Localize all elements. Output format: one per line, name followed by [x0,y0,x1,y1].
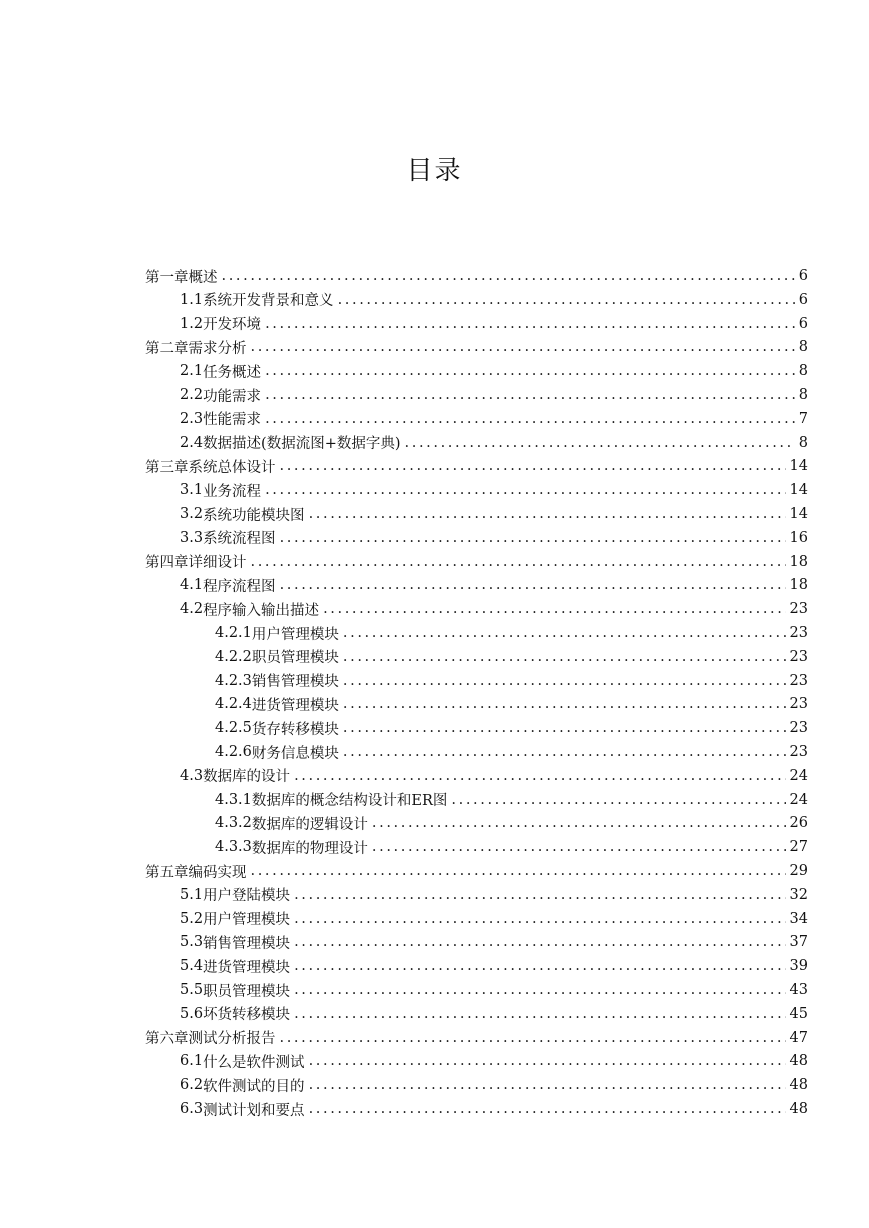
toc-section-entry[interactable] [180,359,808,383]
toc-entry-number: 4.3.2 [215,815,252,832]
toc-entry-label: 用户管理模块 [203,912,291,929]
toc-dot-leader [265,316,795,332]
toc-entry-label: 职员管理模块 [203,983,291,1000]
toc-page-number: 48 [789,1101,808,1117]
toc-section-entry[interactable] [180,1097,808,1121]
toc-chapter-entry[interactable] [145,264,808,288]
toc-section-entry[interactable] [180,526,808,550]
toc-subsection-entry[interactable] [215,716,808,740]
toc-page-number: 6 [798,315,808,332]
toc-dot-leader [451,792,785,808]
toc-chapter-entry[interactable] [145,1026,808,1050]
toc-dot-leader [343,673,786,689]
toc-entry-label: 测试计划和要点 [203,1102,305,1119]
toc-dot-leader [280,1030,786,1046]
toc-dot-leader [343,696,786,712]
toc-entry-label: 进货管理模块 [251,697,339,714]
toc-entry-label: 性能需求 [203,412,262,429]
toc-dot-leader [343,720,786,736]
toc-entry-number: 5.1 [180,886,204,903]
toc-dot-leader [265,363,795,379]
toc-page-number: 24 [789,791,808,808]
toc-entry-label: 概述 [188,269,218,286]
toc-entry-number: 4.2.3 [215,672,252,689]
toc-dot-leader [280,577,786,593]
toc-dot-leader [251,554,786,570]
toc-dot-leader [343,625,786,641]
toc-section-entry[interactable] [180,1049,808,1073]
toc-entry-number: 5.6 [180,1005,204,1022]
toc-entry-number: 3.3 [180,529,204,546]
toc-entry-label: 业务流程 [203,483,262,500]
toc-dot-leader [294,1006,785,1022]
toc-subsection-entry[interactable] [215,621,808,645]
toc-section-entry[interactable] [180,597,808,621]
toc-entry-label: 数据库的设计 [203,769,291,786]
toc-section-entry[interactable] [180,883,808,907]
toc-subsection-entry[interactable] [215,788,808,812]
page-title: 目录 [406,156,463,186]
toc-page-number: 14 [789,506,808,522]
toc-entry-label: 程序输入输出描述 [203,602,320,619]
toc-page-number: 27 [789,839,808,856]
toc-dot-leader [309,1053,786,1069]
toc-dot-leader [280,458,786,474]
toc-section-entry[interactable] [180,407,808,431]
toc-entry-number: 4.2.1 [215,625,252,641]
toc-page-number: 24 [789,767,808,784]
toc-entry-label: 系统流程图 [203,531,276,548]
toc-entry-label: 详细设计 [188,555,247,572]
toc-section-entry[interactable] [180,978,808,1002]
toc-entry-label: 货存转移模块 [251,721,339,738]
toc-page-number: 6 [798,291,808,308]
toc-entry-number: 5.5 [180,982,204,998]
toc-entry-label: 数据库的概念结构设计和ER图 [251,793,448,810]
toc-entry-number: 6.3 [180,1101,204,1117]
toc-page-number: 39 [789,958,808,975]
toc-dot-leader [280,530,786,546]
toc-entry-number: 2.2 [180,387,204,403]
toc-entry-label: 测试分析报告 [188,1031,276,1048]
toc-dot-leader [265,411,795,427]
toc-entry-label: 用户管理模块 [251,626,339,643]
toc-entry-label: 数据库的逻辑设计 [251,816,368,833]
toc-entry-number: 4.3 [180,767,204,784]
toc-page-number: 23 [789,672,808,689]
toc-section-entry[interactable] [180,312,808,336]
toc-entry-label: 销售管理模块 [251,674,339,691]
toc-page-number: 8 [798,339,808,356]
toc-entry-number: 5.2 [180,910,204,927]
toc-entry-label: 需求分析 [188,340,247,357]
toc-dot-leader [265,482,785,498]
toc-entry-label: 系统开发背景和意义 [203,293,334,310]
toc-chapter-entry[interactable] [145,335,808,359]
toc-entry-label: 进货管理模块 [203,959,291,976]
toc-dot-leader [343,649,786,665]
toc-subsection-entry[interactable] [215,740,808,764]
toc-entry-number: 4.2.2 [215,648,252,665]
toc-entry-number: 第一章 [145,269,189,286]
toc-page-number: 43 [789,982,808,998]
toc-entry-number: 5.3 [180,934,204,951]
toc-entry-label: 软件测试的目的 [203,1078,305,1095]
toc-entry-label: 编码实现 [188,864,247,881]
toc-entry-number: 1.1 [180,291,204,308]
toc-section-entry[interactable] [180,930,808,954]
toc-section-entry[interactable] [180,478,808,502]
toc-dot-leader [294,982,785,998]
toc-page-number: 23 [789,744,808,760]
toc-subsection-entry[interactable] [215,811,808,835]
toc-subsection-entry[interactable] [215,835,808,859]
toc-section-entry[interactable] [180,907,808,931]
toc-entry-number: 4.2.6 [215,744,252,760]
toc-page-number: 18 [789,553,808,570]
toc-dot-leader [251,339,795,355]
toc-entry-label: 系统功能模块图 [203,507,305,524]
toc-page-number: 47 [789,1029,808,1046]
toc-entry-label: 功能需求 [203,388,262,405]
toc-entry-number: 4.2.5 [215,720,252,737]
toc-section-entry[interactable] [180,573,808,597]
toc-section-entry[interactable] [180,383,808,407]
toc-page-number: 26 [789,815,808,832]
toc-section-entry[interactable] [180,431,808,455]
toc-dot-leader [309,1077,786,1093]
toc-dot-leader [405,435,795,451]
toc-entry-number: 2.1 [180,363,204,380]
toc-entry-label: 数据库的物理设计 [251,840,368,857]
toc-dot-leader [372,815,786,831]
toc-page-number: 45 [789,1005,808,1022]
toc-page-number: 32 [789,886,808,903]
toc-dot-leader [338,292,795,308]
toc-page-number: 34 [789,910,808,927]
toc-dot-leader [343,744,786,760]
toc-entry-number: 第三章 [145,459,189,476]
toc-entry-number: 3.2 [180,506,204,522]
toc-page-number: 18 [789,577,808,594]
toc-dot-leader [309,1101,786,1117]
toc-entry-number: 3.1 [180,482,204,499]
toc-section-entry[interactable] [180,1073,808,1097]
toc-entry-number: 4.3.1 [215,791,252,808]
toc-subsection-entry[interactable] [215,645,808,669]
toc-dot-leader [251,863,786,879]
toc-dot-leader [372,839,786,855]
toc-entry-label: 职员管理模块 [251,650,339,667]
toc-page-number: 8 [798,363,808,380]
toc-page-number: 37 [789,934,808,951]
toc-dot-leader [323,601,785,617]
toc-entry-number: 第五章 [145,864,189,881]
toc-dot-leader [294,911,785,927]
toc-page-number: 23 [789,696,808,713]
toc-entry-label: 财务信息模块 [251,745,339,762]
toc-entry-number: 6.2 [180,1077,204,1094]
toc-page-number: 6 [798,268,808,284]
toc-dot-leader [294,958,785,974]
toc-dot-leader [265,387,795,403]
toc-entry-number: 4.3.3 [215,839,252,856]
toc-section-entry[interactable] [180,954,808,978]
toc-page-number: 23 [789,720,808,737]
toc-dot-leader [309,506,786,522]
toc-entry-label: 开发环境 [203,317,262,334]
toc-entry-label: 系统总体设计 [188,459,276,476]
toc-entry-number: 2.3 [180,410,204,427]
toc-entry-label: 数据描述(数据流图+数据字典) [203,436,401,453]
toc-page-number: 8 [798,387,808,403]
toc-chapter-entry[interactable] [145,859,808,883]
toc-entry-number: 4.2.4 [215,696,252,713]
toc-chapter-entry[interactable] [145,550,808,574]
toc-entry-number: 第六章 [145,1031,189,1048]
toc-subsection-entry[interactable] [215,692,808,716]
toc-entry-label: 销售管理模块 [203,935,291,952]
toc-page-number: 14 [789,458,808,475]
toc-page-number: 23 [789,601,808,618]
toc-entry-number: 1.2 [180,315,204,332]
toc-section-entry[interactable] [180,1002,808,1026]
toc-page-number: 48 [789,1077,808,1094]
toc-subsection-entry[interactable] [215,669,808,693]
toc-section-entry[interactable] [180,764,808,788]
toc-entry-number: 第四章 [145,555,189,572]
toc-entry-label: 用户登陆模块 [203,888,291,905]
toc-page-number: 29 [789,863,808,879]
toc-page-number: 23 [789,648,808,665]
toc-page-number: 16 [789,529,808,546]
toc-page-number: 8 [798,434,808,451]
toc-dot-leader [294,768,785,784]
toc-entry-label: 任务概述 [203,364,262,381]
toc-chapter-entry[interactable] [145,454,808,478]
toc-dot-leader [294,887,785,903]
toc-entry-number: 5.4 [180,958,204,975]
toc-entry-number: 2.4 [180,434,204,451]
toc-entry-label: 程序流程图 [203,578,276,595]
toc-page-number: 23 [789,625,808,641]
toc-page-number: 14 [789,482,808,499]
toc-entry-number: 4.2 [180,601,204,618]
toc-section-entry[interactable] [180,288,808,312]
toc-page-number: 48 [789,1053,808,1070]
toc-entry-label: 坏货转移模块 [203,1007,291,1024]
toc-dot-leader [222,268,795,284]
toc-entry-number: 4.1 [180,577,204,594]
toc-entry-number: 第二章 [145,340,189,357]
toc-entry-label: 什么是软件测试 [203,1054,305,1071]
toc-dot-leader [294,934,785,950]
toc-entry-number: 6.1 [180,1053,204,1070]
toc-section-entry[interactable] [180,502,808,526]
toc-page-number: 7 [798,410,808,427]
